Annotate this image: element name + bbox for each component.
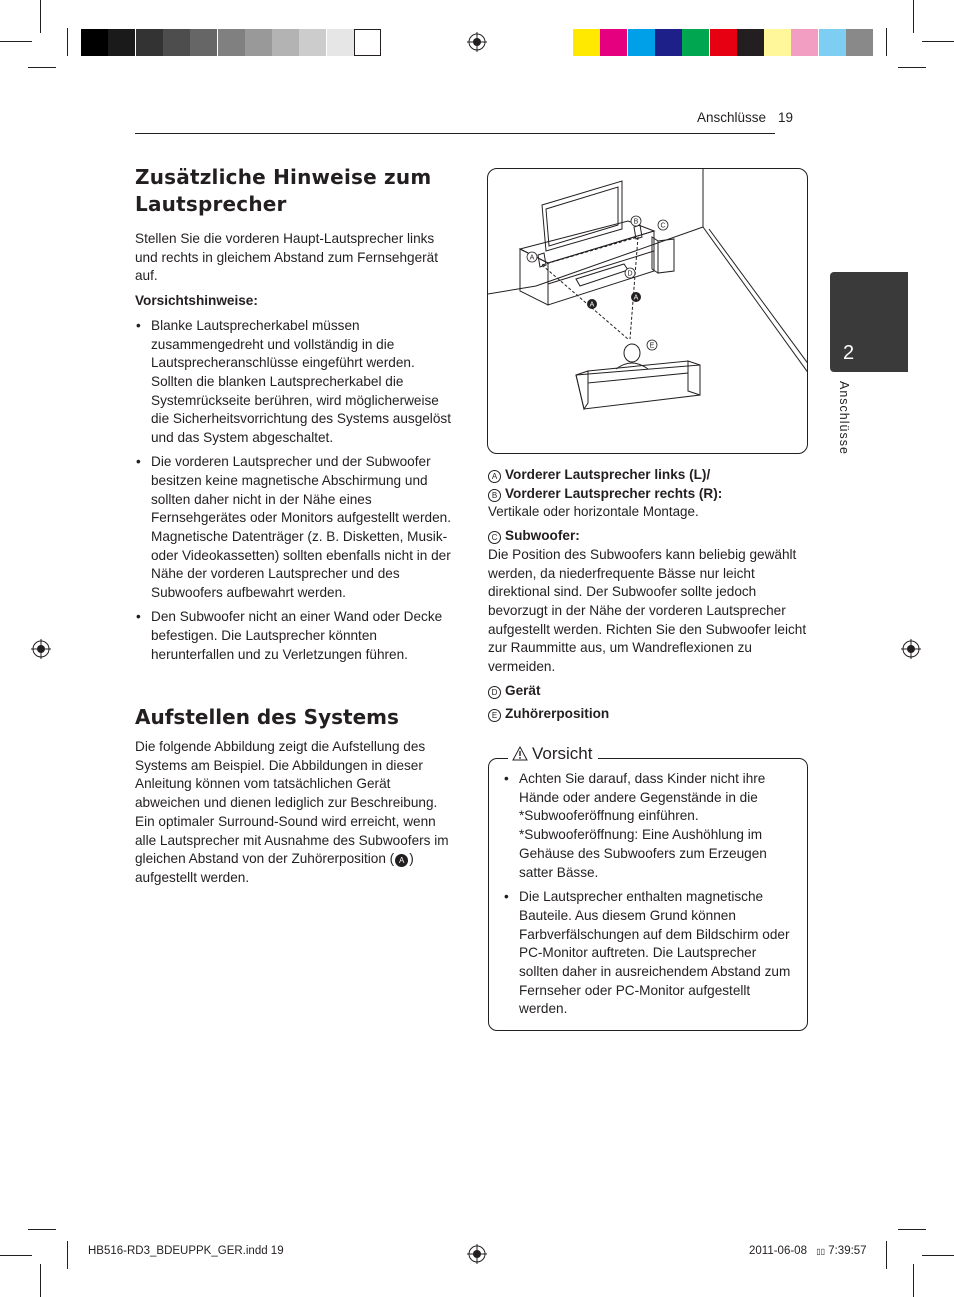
caution-notes-heading: Vorsichtshinweise: [135,293,258,309]
diagram-label-d: D [627,270,633,278]
gray-swatch [272,29,299,56]
legend-item-c: C Subwoofer: [488,527,813,546]
setup-paragraph: Die folgende Abbildung zeigt die Aufstellung des Systems am Beispiel. Die Abbildungen in dieser Anleitung können vom tatsächlichen Gerät abweichen und dienen lediglich zur Beschreibung. Ein optimaler Surround-Sound wird erreicht, wenn alle Lautsprecher mit Ausnahme des Subwoofers im gleichen Abstand von der Zuhörerposition ( A ) aufgestellt werden. [135,739,449,885]
chapter-number: 2 [843,342,855,364]
legend-item-d: D Gerät [488,682,813,701]
color-swatch [737,29,764,56]
list-item: • Den Subwoofer nicht an einer Wand oder Decke befestigen. Die Lautsprecher könnten herunterfallen und zu Verletzungen führen. [135,608,455,664]
speaker-b [634,225,642,239]
color-swatch [764,29,791,56]
wall-edge [709,229,808,365]
section-title-setup: Aufstellen des Systems [135,705,399,729]
list-item: • Die vorderen Lautsprecher und der Subwoofer besitzen keine magnetische Abschirmung und sollten daher nicht in der Nähe eines Fernsehgerätes oder Monitors aufgestellt werden. Magnetische Datenträger (z. B. Disketten, Musik- oder Videokassetten) sollten ebenfalls nicht in der Nähe der vorderen Lautsprecher und des Subwoofers aufbewahrt werden. [135,453,455,603]
caution-list [503,770,799,1019]
registration-mark-icon [901,639,921,659]
gray-swatch [327,29,354,56]
distance-marker-right: A [633,294,639,302]
color-swatch [573,29,600,56]
speaker-placement-figure [487,168,808,454]
color-swatch [682,29,709,56]
caution-body [503,770,799,1025]
registration-mark-icon [467,32,487,52]
color-swatch [791,29,818,56]
diagram-label-a: A [529,254,535,262]
diagram-label-b: B [633,218,639,226]
gray-swatch [354,29,381,56]
footer-file-info: HB516-RD3_BDEUPPK_GER.indd 19 [88,1245,284,1257]
subwoofer-c [658,239,674,273]
color-swatch [819,29,846,56]
section-name: Anschlüsse [697,110,767,125]
legend-item-e: E Zuhörerposition [488,705,813,724]
intro-paragraph: Stellen Sie die vorderen Haupt-Lautsprecher links und rechts in gleichem Abstand zum Fernsehgerät auf. [135,231,439,284]
warning-icon [512,746,528,761]
color-swatch [846,29,873,56]
header-rule [135,133,775,134]
footer-timestamp: 2011-06-08 ▯▯ 7:39:57 [749,1245,867,1257]
color-swatch [655,29,682,56]
chapter-label: Anschlüsse [837,381,851,455]
caution-notes-list [135,317,455,665]
color-swatch [710,29,737,56]
gray-swatch [108,29,135,56]
legend-item-a: A Vorderer Lautsprecher links (L)/ [488,466,813,485]
legend-ab-text: Vertikale oder horizontale Montage. [488,504,699,520]
room-diagram [488,169,808,454]
caution-title: Vorsicht [508,744,598,764]
marker-a-icon: A [395,854,408,867]
color-swatch [600,29,627,56]
listener-head [624,344,640,362]
figure-legend [488,466,813,724]
sofa-body [576,365,700,409]
gray-swatch [245,29,272,56]
gray-swatch [299,29,326,56]
list-item: • Blanke Lautsprecherkabel müssen zusammengedreht und vollständig in die Lautsprecheranschlüsse eingeführt werden. Sollten die blanken Lautsprecherkabel die Systemrückseite berühren, wird möglicherweise die Sicherheitsvorrichtung des Systems ausgelöst und das System abgeschaltet. [135,317,455,448]
diagram-label-e: E [649,342,655,350]
list-item: • Achten Sie darauf, dass Kinder nicht ihre Hände oder andere Gegenstände in die *Subwooferöffnung einführen. *Subwooferöffnung: Eine Aushöhlung im Gehäuse des Subwoofers zum Erzeugen satter Bässe. [503,770,799,882]
gray-swatch [190,29,217,56]
registration-mark-icon [467,1244,487,1264]
gray-swatch [163,29,190,56]
running-header [697,110,793,125]
chapter-tab [830,272,908,372]
section-title-speaker-notes: Zusätzliche Hinweise zum Lautsprecher [135,165,432,216]
gray-swatch [136,29,163,56]
floor-edge [536,227,703,286]
page-number: 19 [778,110,794,125]
color-swatch [628,29,655,56]
wall-edge [703,227,808,374]
legend-c-text: Die Position des Subwoofers kann beliebig gewählt werden, da niederfrequente Bässe nur leicht direktional sind. Der Subwoofer sollte jedoch bevorzugt in der Nähe der vorderen Lautsprecher aufgestellt werden. Richten Sie den Subwoofer leicht zur Raummitte aus, um Wandreflexionen zu vermeiden. [488,546,807,675]
list-item: • Die Lautsprecher enthalten magnetische Bauteile. Aus diesem Grund können Farbverfälschungen auf dem Bildschirm oder PC-Monitor auftreten. Die Lautsprecher sollten daher in ausreichendem Abstand zum Fernseher oder PC-Monitor aufgestellt werden. [503,888,799,1019]
left-column-body [135,230,455,670]
legend-item-b: B Vorderer Lautsprecher rechts (R): [488,485,813,504]
diagram-label-c: C [660,222,666,230]
floor-edge [488,286,536,294]
registration-mark-icon [31,639,51,659]
gray-swatch [81,29,108,56]
tv-inner [546,187,618,246]
gray-swatch [218,29,245,56]
distance-marker-left: A [589,301,595,309]
